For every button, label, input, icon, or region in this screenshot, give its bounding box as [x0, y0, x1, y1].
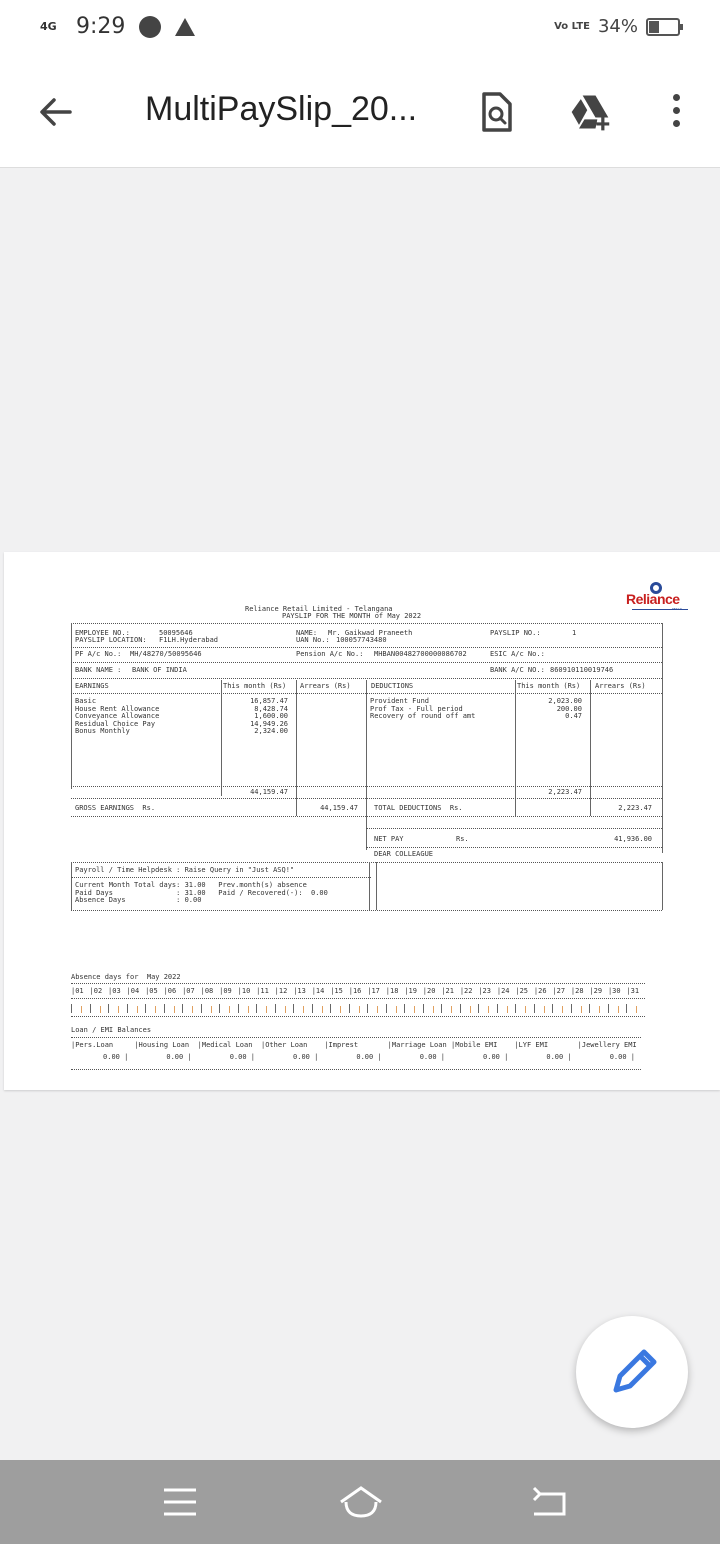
absence-mark — [108, 1004, 109, 1013]
absence-status-mark — [562, 1006, 563, 1013]
net-pay-label: NET PAY — [374, 835, 404, 843]
absence-day-cell: |31 — [626, 987, 640, 995]
col-ded-arrears: Arrears (Rs) — [595, 682, 646, 690]
company-name: Reliance Retail Limited - Telangana — [245, 605, 393, 613]
loan-balances — [71, 1042, 641, 1062]
absence-mark — [127, 1004, 128, 1013]
absence-day-cell: |22 — [459, 987, 473, 995]
pension-value: MHBAN00482700000086702 — [374, 650, 467, 658]
absence-day-cell: |04 — [126, 987, 140, 995]
loan-name: |LYF EMI — [514, 1041, 549, 1049]
absence-status-mark — [581, 1006, 582, 1013]
absence-mark — [349, 1004, 350, 1013]
deduction-name: Provident Fund — [370, 697, 430, 705]
absence-status-mark — [636, 1006, 637, 1013]
name-label: NAME: — [296, 629, 318, 637]
loan-value: 0.00 | — [419, 1053, 445, 1061]
absence-status-mark — [414, 1006, 415, 1013]
pension-label: Pension A/c No.: — [296, 650, 364, 658]
col-earnings: EARNINGS — [75, 682, 109, 690]
pf-label: PF A/c No.: — [75, 650, 122, 658]
rule — [71, 786, 662, 787]
earnings-list — [75, 698, 159, 736]
absence-day-cell: |16 — [348, 987, 362, 995]
total-deductions-value: 2,223.47 — [618, 804, 652, 812]
frame-right — [662, 623, 663, 853]
app-bar — [0, 56, 720, 168]
absence-day-cell: |11 — [256, 987, 269, 995]
drive-notification-icon — [175, 18, 195, 36]
absence-status-mark — [118, 1006, 119, 1013]
rule — [71, 910, 662, 911]
deduction-amount: 200.00 — [556, 704, 582, 713]
loan-value: 0.00 | — [229, 1053, 255, 1061]
absence-mark — [71, 1004, 72, 1013]
absence-day-cell: |12 — [274, 987, 288, 995]
earning-amount: 8,428.74 — [254, 704, 288, 713]
absence-status-mark — [433, 1006, 434, 1013]
absence-day-cell: |13 — [293, 987, 306, 995]
rule — [71, 998, 645, 999]
loan-value: 0.00 | — [609, 1053, 635, 1061]
rule — [71, 983, 645, 984]
frame-right — [662, 862, 663, 910]
absence-marks-row — [71, 1002, 645, 1014]
absence-day-cell: |26 — [533, 987, 547, 995]
absence-status-mark — [451, 1006, 452, 1013]
absence-status-mark — [137, 1006, 138, 1013]
absence-status-mark — [359, 1006, 360, 1013]
gross-earnings-value: 44,159.47 — [320, 804, 358, 812]
earning-amount: 16,857.47 — [250, 697, 288, 705]
absence-status-mark — [285, 1006, 286, 1013]
deduction-name: Prof Tax - Full period — [370, 704, 463, 713]
earning-amount: 14,949.26 — [250, 719, 288, 728]
location: F1LH.Hyderabad — [159, 636, 219, 644]
absence-status-mark — [155, 1006, 156, 1013]
absence-mark — [164, 1004, 165, 1013]
deduction-amount: 0.47 — [565, 712, 582, 720]
absence-mark — [201, 1004, 202, 1013]
loan-name: |Medical Loan — [197, 1041, 253, 1049]
absence-mark — [608, 1004, 609, 1013]
absence-status-mark — [544, 1006, 545, 1013]
absence-status-mark — [192, 1006, 193, 1013]
absence-mark — [441, 1004, 442, 1013]
col-divider — [366, 680, 367, 850]
col-deductions: DEDUCTIONS — [371, 682, 414, 690]
absence-day-cell: |29 — [589, 987, 603, 995]
deduction-amount: 2,023.00 — [548, 697, 582, 705]
volte-indicator: Vo LTE — [554, 20, 590, 32]
absence-mark — [256, 1004, 257, 1013]
absence-mark — [312, 1004, 313, 1013]
employee-no: 50095646 — [159, 629, 193, 637]
absence-status-mark — [322, 1006, 323, 1013]
absence-day-cell: |20 — [422, 987, 436, 995]
absence-status-mark — [599, 1006, 600, 1013]
loan-title: Loan / EMI Balances — [71, 1026, 152, 1034]
payslip-page[interactable] — [4, 552, 720, 1090]
uan-label: UAN No.: — [296, 636, 330, 644]
uan-value: 100057743480 — [336, 636, 387, 644]
rule — [71, 678, 662, 679]
status-bar — [0, 0, 720, 56]
loan-name: |Housing Loan — [134, 1041, 190, 1049]
absence-status-mark — [303, 1006, 304, 1013]
loan-value: 0.00 | — [166, 1053, 192, 1061]
absence-day-cell: |03 — [108, 987, 121, 995]
add-to-drive-icon[interactable] — [568, 90, 612, 134]
absence-mark — [589, 1004, 590, 1013]
employee-name: Mr. Gaikwad Praneeth — [328, 629, 413, 637]
battery-icon — [646, 18, 680, 36]
deduction-name: Recovery of round off amt — [370, 712, 476, 720]
rule — [71, 1069, 641, 1070]
loan-value: 0.00 | — [483, 1053, 509, 1061]
col-divider — [376, 862, 377, 910]
esic-label: ESIC A/c No.: — [490, 650, 545, 658]
earnings-amounts — [224, 698, 288, 736]
absence-mark — [367, 1004, 368, 1013]
bank-name-label: BANK NAME : — [75, 666, 122, 674]
rule — [71, 1016, 645, 1017]
loan-value: 0.00 | — [546, 1053, 572, 1061]
absence-day-cell: |08 — [200, 987, 214, 995]
absence-mark — [238, 1004, 239, 1013]
absence-status-mark — [174, 1006, 175, 1013]
absence-mark — [571, 1004, 572, 1013]
absence-day-cell: |23 — [478, 987, 491, 995]
network-type: 4G — [40, 20, 57, 33]
greeting: DEAR COLLEAGUE — [374, 850, 434, 858]
bank-ac-label: BANK A/C NO.: — [490, 666, 545, 674]
deductions-amounts — [518, 698, 582, 721]
absence-status-mark — [248, 1006, 249, 1013]
status-left — [40, 14, 195, 39]
absence-mark — [386, 1004, 387, 1013]
absence-title: Absence days for May 2022 — [71, 973, 181, 981]
absence-day-cell: |17 — [367, 987, 380, 995]
earning-name: Conveyance Allowance — [75, 712, 160, 720]
col-arrears: Arrears (Rs) — [300, 682, 351, 690]
days-line: Current Month Total days: 31.00 Prev.month(s) absence — [75, 881, 307, 889]
loan-value: 0.00 | — [356, 1053, 382, 1061]
absence-status-mark — [488, 1006, 489, 1013]
absence-status-mark — [266, 1006, 267, 1013]
absence-mark — [275, 1004, 276, 1013]
logo-sub: RETAIL — [672, 607, 683, 611]
rule — [71, 877, 371, 878]
absence-mark — [497, 1004, 498, 1013]
rule — [71, 662, 662, 663]
rule — [71, 1037, 641, 1038]
absence-mark — [330, 1004, 331, 1013]
earning-amount: 1,600.00 — [254, 712, 288, 720]
status-right — [554, 16, 680, 37]
absence-mark — [404, 1004, 405, 1013]
absence-day-cell: |27 — [552, 987, 566, 995]
absence-status-mark — [340, 1006, 341, 1013]
absence-status-mark — [470, 1006, 471, 1013]
absence-day-cell: |06 — [163, 987, 177, 995]
rule — [366, 847, 662, 848]
loan-name: |Marriage Loan — [387, 1041, 447, 1049]
earning-name: Residual Choice Pay — [75, 719, 156, 728]
absence-status-mark — [229, 1006, 230, 1013]
rule — [71, 647, 662, 648]
loan-name: |Jewellery EMI — [577, 1041, 637, 1049]
loan-name: |Mobile EMI — [451, 1041, 498, 1049]
earnings-subtotal: 44,159.47 — [250, 788, 288, 796]
absence-days-row — [71, 988, 645, 996]
col-divider — [221, 680, 222, 796]
absence-status-mark — [507, 1006, 508, 1013]
find-in-document-icon[interactable] — [474, 90, 518, 134]
rule — [71, 816, 662, 817]
battery-percent: 34% — [597, 16, 638, 37]
absence-day-cell: |10 — [237, 987, 251, 995]
absence-mark — [90, 1004, 91, 1013]
payslip-no: 1 — [572, 629, 577, 637]
menu-icon[interactable] — [160, 1482, 200, 1522]
earning-amount: 2,324.00 — [254, 727, 288, 735]
absence-status-mark — [525, 1006, 526, 1013]
col-this-month: This month (Rs) — [223, 682, 287, 690]
absence-day-cell: |19 — [404, 987, 417, 995]
absence-day-cell: |25 — [515, 987, 529, 995]
message-icon — [139, 16, 161, 38]
loan-name: |Imprest — [324, 1041, 359, 1049]
absence-day-cell: |09 — [219, 987, 232, 995]
absence-status-mark — [618, 1006, 619, 1013]
absence-mark — [478, 1004, 479, 1013]
logo-text: Reliance — [626, 591, 680, 607]
absence-status-mark — [81, 1006, 82, 1013]
absence-status-mark — [377, 1006, 378, 1013]
loan-value: 0.00 | — [293, 1053, 319, 1061]
employee-no-label: EMPLOYEE NO.: — [75, 629, 130, 637]
absence-status-mark — [396, 1006, 397, 1013]
rule — [71, 623, 662, 624]
net-pay-value: 41,936.00 — [614, 835, 652, 843]
absence-mark — [626, 1004, 627, 1013]
absence-day-cell: |05 — [145, 987, 158, 995]
absence-day-cell: |30 — [607, 987, 621, 995]
absence-day-cell: |18 — [385, 987, 399, 995]
absence-mark — [534, 1004, 535, 1013]
navigation-bar — [0, 1460, 720, 1544]
absence-status-mark — [100, 1006, 101, 1013]
bank-name: BANK OF INDIA — [132, 666, 187, 674]
arrow-back-icon[interactable] — [36, 92, 76, 132]
absence-mark — [182, 1004, 183, 1013]
days-line: Paid Days : 31.00 Paid / Recovered(-): 0.00 — [75, 888, 328, 897]
absence-day-cell: |07 — [182, 987, 195, 995]
loan-name: |Pers.Loan — [71, 1041, 114, 1049]
back-icon[interactable] — [530, 1482, 570, 1522]
absence-mark — [552, 1004, 553, 1013]
frame-left — [71, 862, 72, 910]
absence-day-cell: |28 — [570, 987, 584, 995]
loan-name: |Other Loan — [261, 1041, 308, 1049]
absence-day-cell: |01 — [71, 987, 84, 995]
payslip-no-label: PAYSLIP NO.: — [490, 629, 541, 637]
pf-value: MH/48270/50095646 — [130, 650, 202, 658]
location-label: PAYSLIP LOCATION: — [75, 636, 147, 644]
col-divider — [590, 680, 591, 816]
home-icon[interactable] — [338, 1482, 384, 1522]
rule — [71, 862, 662, 863]
absence-day-cell: |14 — [311, 987, 325, 995]
rule — [71, 798, 662, 799]
absence-mark — [460, 1004, 461, 1013]
helpdesk-text: Payroll / Time Helpdesk : Raise Query in "Just ASQ!" — [75, 866, 295, 874]
more-vert-icon[interactable] — [668, 94, 684, 134]
absence-status-mark — [211, 1006, 212, 1013]
absence-day-cell: |21 — [441, 987, 454, 995]
status-time: 9:29 — [76, 14, 126, 39]
absence-mark — [219, 1004, 220, 1013]
absence-mark — [515, 1004, 516, 1013]
earning-name: House Rent Allowance — [75, 704, 160, 713]
absence-day-cell: |15 — [330, 987, 343, 995]
gross-earnings-label: GROSS EARNINGS Rs. — [75, 804, 156, 812]
document-title: MultiPaySlip_20... — [145, 90, 418, 128]
absence-mark — [145, 1004, 146, 1013]
net-pay-rs: Rs. — [456, 835, 469, 843]
col-divider — [369, 862, 370, 910]
col-ded-this-month: This month (Rs) — [517, 682, 581, 690]
deductions-subtotal: 2,223.47 — [548, 788, 582, 796]
bank-ac: 860910110019746 — [550, 666, 614, 674]
days-block — [75, 882, 328, 905]
total-deductions-label: TOTAL DEDUCTIONS Rs. — [374, 804, 463, 812]
loan-value: 0.00 | — [103, 1053, 129, 1061]
earning-name: Basic — [75, 697, 97, 705]
payslip-month-title: PAYSLIP FOR THE MONTH of May 2022 — [282, 612, 422, 620]
col-divider — [296, 680, 297, 816]
days-line: Absence Days : 0.00 — [75, 896, 202, 904]
absence-day-cell: |24 — [496, 987, 510, 995]
reliance-logo — [626, 582, 690, 612]
rule — [366, 828, 662, 829]
absence-mark — [293, 1004, 294, 1013]
earning-name: Bonus Monthly — [75, 727, 130, 735]
edit-pencil-icon — [576, 1316, 688, 1428]
absence-day-cell: |02 — [89, 987, 103, 995]
absence-mark — [423, 1004, 424, 1013]
edit-fab[interactable] — [576, 1316, 688, 1428]
deductions-list — [370, 698, 475, 721]
col-divider — [515, 680, 516, 816]
